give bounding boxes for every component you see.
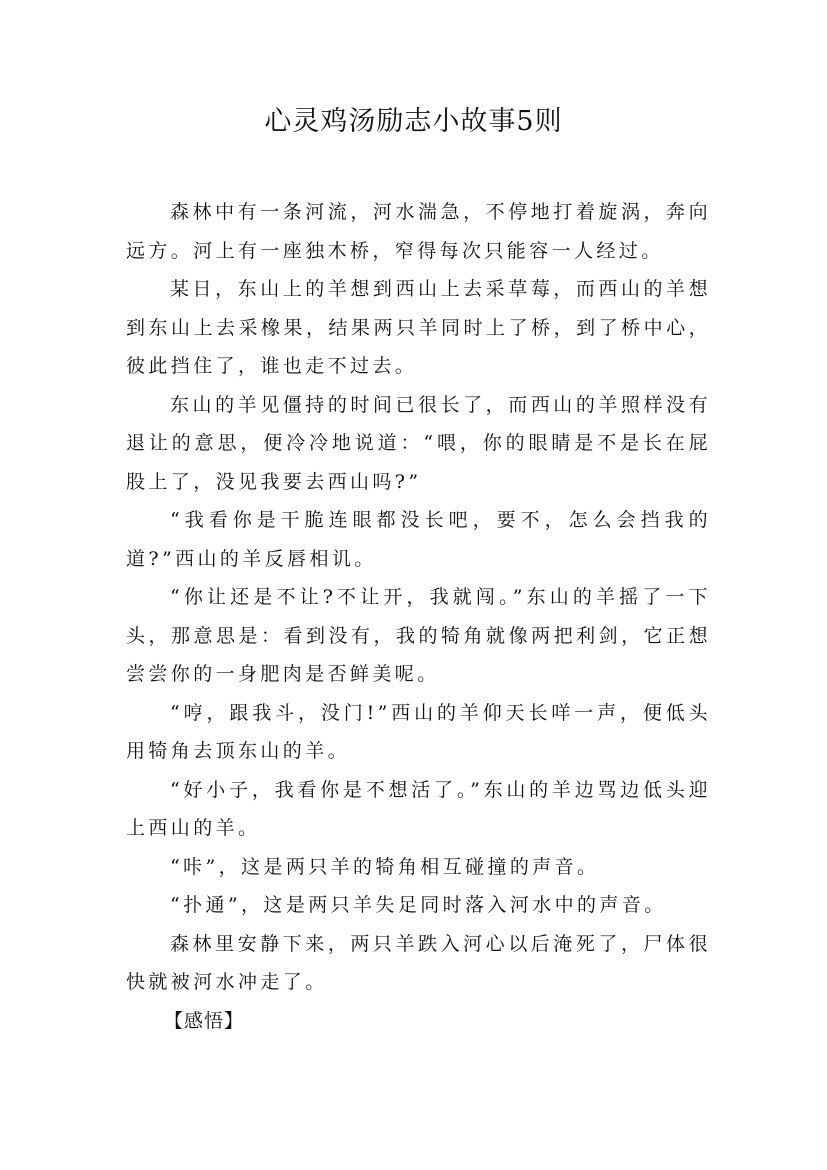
paragraph: “哼，跟我斗，没门!”西山的羊仰天长咩一声，便低头用犄角去顶东山的羊。 bbox=[126, 701, 711, 762]
document-body bbox=[126, 193, 711, 1040]
paragraph: 某日，东山上的羊想到西山上去采草莓，而西山的羊想到东山上去采橡果，结果两只羊同时上了桥，到了桥中心，彼此挡住了，谁也走不过去。 bbox=[126, 278, 711, 377]
section-heading: 【感悟】 bbox=[164, 1009, 245, 1032]
paragraph: “好小子，我看你是不想活了。”东山的羊边骂边低头迎上西山的羊。 bbox=[126, 778, 711, 839]
paragraph: “你让还是不让?不让开，我就闯。”东山的羊摇了一下头，那意思是：看到没有，我的犄角就像两把利剑，它正想尝尝你的一身肥肉是否鲜美呢。 bbox=[126, 586, 711, 685]
paragraph: 森林中有一条河流，河水湍急，不停地打着旋涡，奔向远方。河上有一座独木桥，窄得每次只能容一人经过。 bbox=[126, 201, 711, 262]
paragraph: 东山的羊见僵持的时间已很长了，而西山的羊照样没有退让的意思，便冷冷地说道：“喂，你的眼睛是不是长在屁股上了，没见我要去西山吗?” bbox=[126, 393, 711, 493]
paragraph: “我看你是干脆连眼都没长吧，要不，怎么会挡我的道?”西山的羊反唇相讥。 bbox=[126, 509, 711, 570]
document-title: 心灵鸡汤励志小故事5则 bbox=[264, 106, 563, 137]
paragraph: “咔”，这是两只羊的犄角相互碰撞的声音。 bbox=[170, 855, 600, 878]
paragraph: 森林里安静下来，两只羊跌入河心以后淹死了，尸体很快就被河水冲走了。 bbox=[126, 932, 711, 993]
paragraph: “扑通”，这是两只羊失足同时落入河水中的声音。 bbox=[170, 894, 667, 916]
